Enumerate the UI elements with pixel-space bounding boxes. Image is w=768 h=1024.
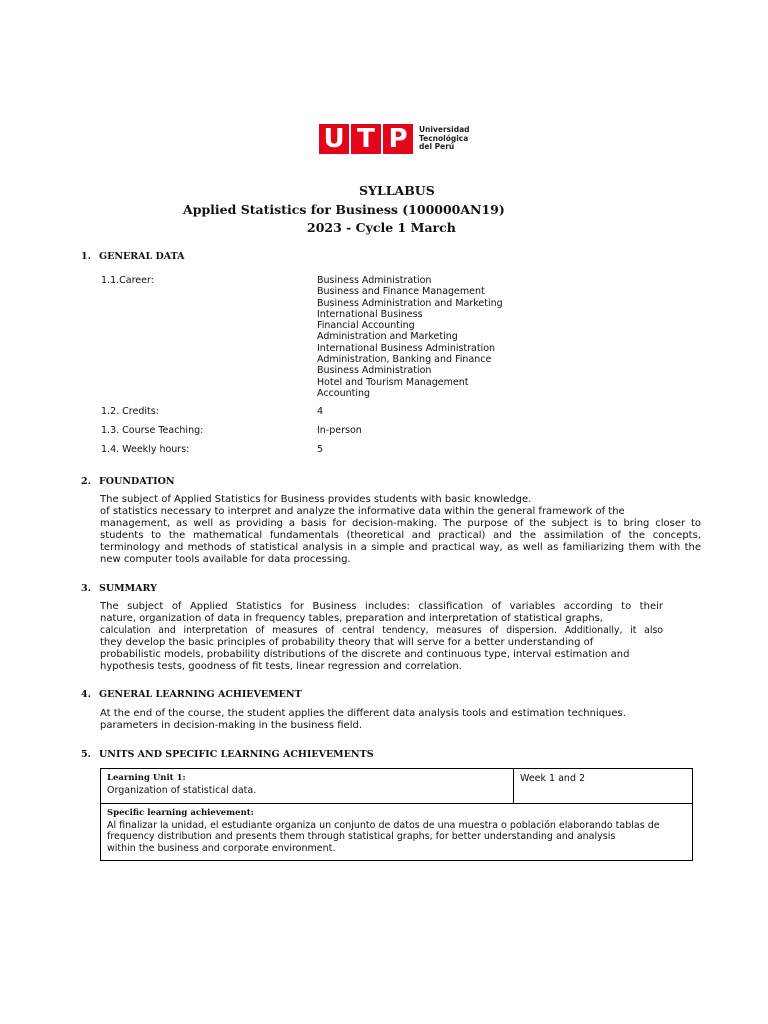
career-item: Hotel and Tourism Management (317, 376, 469, 388)
table-row (101, 769, 693, 804)
career-item: Business Administration and Marketing (317, 297, 503, 309)
utp-logo (319, 124, 470, 154)
credits-label: 1.2. Credits: (101, 406, 159, 417)
course-teaching-value: In-person (317, 425, 362, 436)
career-list (317, 275, 503, 399)
section-heading-general-learning-achievement: 4. GENERAL LEARNING ACHIEVEMENT (81, 689, 302, 700)
course-teaching-label: 1.3. Course Teaching: (101, 425, 204, 436)
foundation-text: The subject of Applied Statistics for Business provides students with basic knowledge. of statistics necessary to interpret and analyze the informative data within the general framework of the management, as well as providing a basis for decision-making. The purpose of the subject is to bring closer to students to the mathematical fundamentals (theoretical and practical) and the assimilation of the concepts, terminology and methods of statistical analysis in a simple and practical way, as well as familiarizing them with the new computer tools available for data processing. (100, 494, 701, 565)
specific-achievement-label: Specific learning achievement: (107, 808, 254, 818)
section-heading-foundation: 2. FOUNDATION (81, 476, 175, 487)
learning-units-table (100, 768, 693, 861)
document-title: SYLLABUS (359, 183, 435, 198)
career-item: International Business (317, 308, 423, 320)
career-item: Financial Accounting (317, 320, 415, 332)
logo-letter-t: T (357, 124, 375, 154)
logo-mark (319, 124, 413, 154)
table-row (101, 804, 693, 861)
specific-achievement-line: frequency distribution and presents them through statistical graphs, for better understanding and analysis (107, 831, 616, 842)
career-item: Business Administration (317, 365, 432, 377)
section-heading-summary: 3. SUMMARY (81, 583, 157, 594)
section-heading-general-data: 1. GENERAL DATA (81, 251, 185, 262)
career-item: International Business Administration (317, 342, 496, 354)
weeks-cell (514, 769, 693, 804)
unit-label: Learning Unit 1: (107, 773, 186, 783)
career-item: Accounting (317, 387, 371, 399)
logo-university-name: Universidad Tecnológica del Perú (419, 125, 470, 152)
specific-achievement-line: within the business and corporate environment. (107, 842, 336, 854)
general-learning-achievement-text: At the end of the course, the student applies the different data analysis tools and estimation techniques. parameters in decision-making in the business field. (100, 708, 626, 731)
career-item: Administration, Banking and Finance (317, 354, 492, 366)
career-label: 1.1.Career: (101, 275, 154, 286)
career-item: Administration and Marketing (317, 331, 458, 343)
summary-text: The subject of Applied Statistics for Business includes: classification of variables according to their nature, organization of data in frequency tables, preparation and interpretation of statistical graphs, calculation and interpretation of measures of central tendency, measures of dispersion. Additionally, it also they develop the basic principles of probability theory that will serve for a better understanding of probabilistic models, probability distributions of the discrete and continuous type, interval estimation and hypothesis tests, goodness of fit tests, linear regression and correlation. (100, 601, 663, 672)
unit-cell (101, 769, 514, 804)
specific-achievement-cell (101, 804, 693, 861)
career-item: Business and Finance Management (317, 286, 485, 298)
weekly-hours-value: 5 (317, 444, 324, 455)
specific-achievement-line: Al finalizar la unidad, el estudiante organiza un conjunto de datos de una muestra o población elaborando tablas de (107, 819, 660, 831)
credits-value: 4 (317, 406, 324, 417)
career-item: Business Administration (317, 275, 432, 286)
course-title: Applied Statistics for Business (100000AN19) (183, 202, 505, 217)
unit-name: Organization of statistical data. (107, 784, 257, 796)
course-period: 2023 - Cycle 1 March (307, 220, 456, 235)
section-heading-units: 5. UNITS AND SPECIFIC LEARNING ACHIEVEMENTS (81, 749, 374, 760)
logo-letter-p: P (388, 124, 408, 154)
weekly-hours-label: 1.4. Weekly hours: (101, 444, 190, 455)
unit-weeks: Week 1 and 2 (520, 773, 586, 784)
logo-letter-u: U (323, 124, 345, 154)
